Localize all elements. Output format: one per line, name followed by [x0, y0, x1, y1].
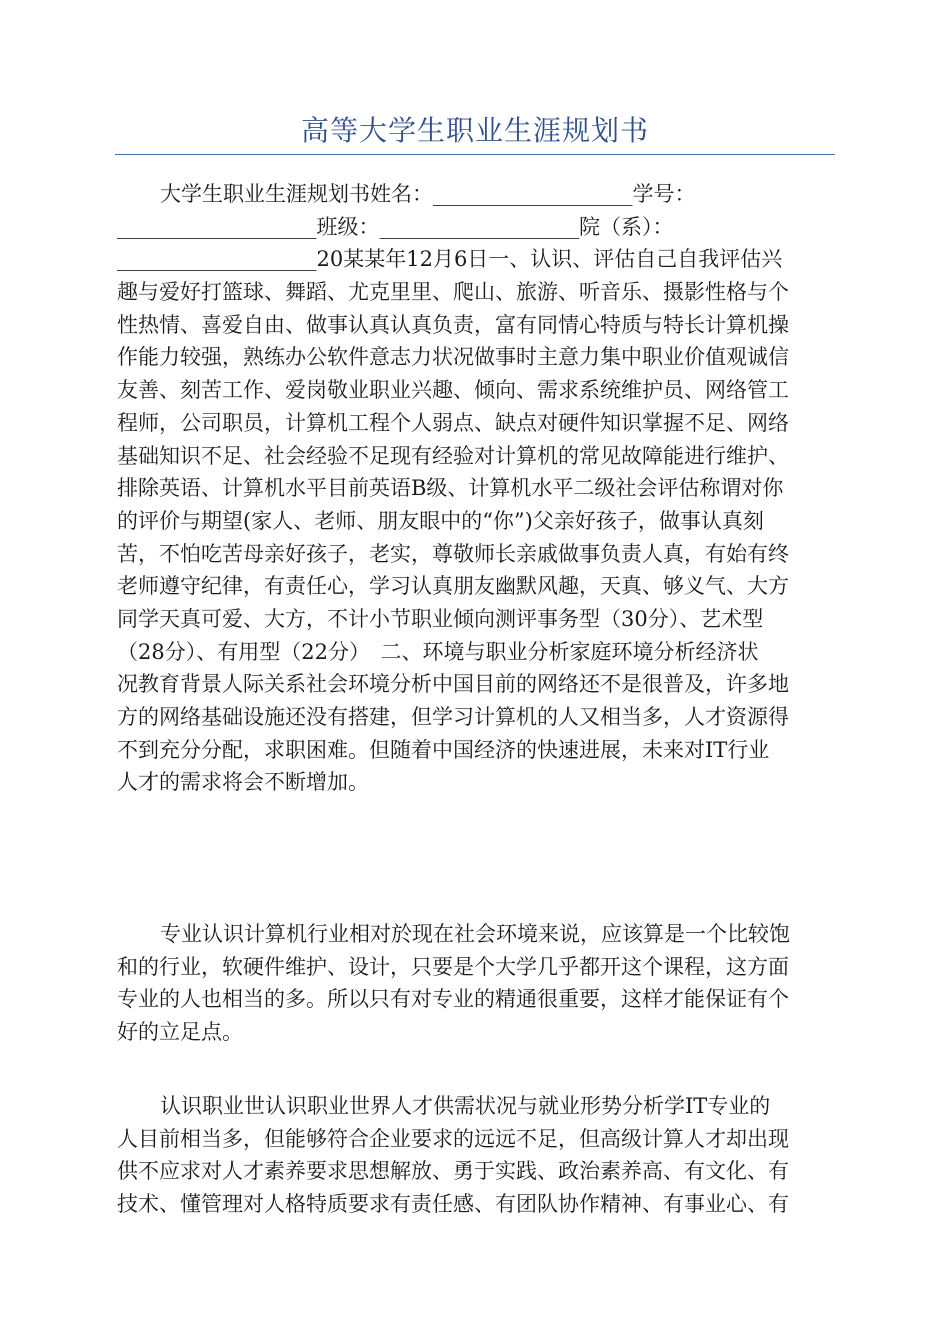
paragraph-line: 方的网络基础设施还没有搭建，但学习计算机的人又相当多，人才资源得 — [117, 705, 789, 729]
paragraph-line: 作能力较强，熟练办公软件意志力状况做事时主意力集中职业价值观诚信 — [117, 345, 789, 370]
paragraph-line: 供不应求对人才素养要求思想解放、勇于实践、政治素养高、有文化、有 — [117, 1159, 789, 1184]
paragraph-line: 性热情、喜爱自由、做事认真认真负责，富有同情心特质与特长计算机操 — [117, 312, 789, 337]
paragraph-line: 苦，不怕吃苦母亲好孩子，老实，尊敬师长亲戚做事负责人真，有始有终 — [117, 541, 789, 566]
paragraph-3 — [117, 1090, 833, 1221]
paragraph-line: 好的立足点。 — [117, 1020, 243, 1045]
paragraph-line: 的评价与期望(家人、老师、朋友眼中的“你”)父亲好孩子，做事认真刻 — [117, 508, 764, 533]
paragraph-line: 人才的需求将会不断增加。 — [117, 770, 369, 795]
paragraph-line: 老师遵守纪律，有责任心，学习认真朋友幽默风趣，天真、够义气、大方 — [117, 574, 789, 599]
paragraph-line: 技术、懂管理对人格特质要求有责任感、有团队协作精神、有事业心、有 — [117, 1192, 789, 1217]
paragraph-line: 况教育背景人际关系社会环境分析中国目前的网络还不是很普及，许多地 — [117, 672, 789, 697]
document-title: 高等大学生职业生涯规划书 — [300, 114, 649, 147]
title-underline — [115, 154, 835, 155]
paragraph-line: ___________________20某某年12月6日一、认识、评估自己自我评估兴 — [117, 247, 783, 272]
paragraph-1 — [117, 178, 833, 799]
paragraph-line: 大学生职业生涯规划书姓名：___________________学号： — [160, 182, 696, 206]
paragraph-line: 趣与爱好打篮球、舞蹈、尤克里里、爬山、旅游、听音乐、摄影性格与个 — [117, 280, 789, 305]
paragraph-line: 认识职业世认识职业世界人才供需状况与就业形势分析学IT专业的 — [160, 1094, 771, 1118]
paragraph-line: 和的行业，软硬件维护、设计，只要是个大学几乎都开这个课程，这方面 — [117, 954, 789, 979]
paragraph-line: 专业认识计算机行业相对於现在社会环境来说，应该算是一个比较饱 — [160, 922, 790, 946]
paragraph-2 — [117, 918, 833, 1049]
paragraph-line: 人目前相当多，但能够符合企业要求的远远不足，但高级计算人才却出现 — [117, 1126, 789, 1151]
paragraph-line: 排除英语、计算机水平目前英语B级、计算机水平二级社会评估称谓对你 — [117, 476, 784, 501]
paragraph-line: 同学天真可爱、大方，不计小节职业倾向测评事务型（30分）、艺术型 — [117, 606, 764, 631]
paragraph-line: （28分）、有用型（22分） 二、环境与职业分析家庭环境分析经济状 — [117, 639, 759, 664]
paragraph-line: 基础知识不足、社会经验不足现有经验对计算机的常见故障能进行维护、 — [117, 443, 789, 468]
paragraph-line: ___________________班级：___________________院（系）： — [117, 214, 674, 239]
paragraph-line: 专业的人也相当的多。所以只有对专业的精通很重要，这样才能保证有个 — [117, 987, 789, 1012]
paragraph-line: 程师，公司职员，计算机工程个人弱点、缺点对硬件知识掌握不足、网络 — [117, 410, 789, 435]
paragraph-line: 友善、刻苦工作、爱岗敬业职业兴趣、倾向、需求系统维护员、网络管工 — [117, 378, 789, 403]
paragraph-line: 不到充分分配，求职困难。但随着中国经济的快速进展，未来对IT行业 — [117, 737, 770, 762]
